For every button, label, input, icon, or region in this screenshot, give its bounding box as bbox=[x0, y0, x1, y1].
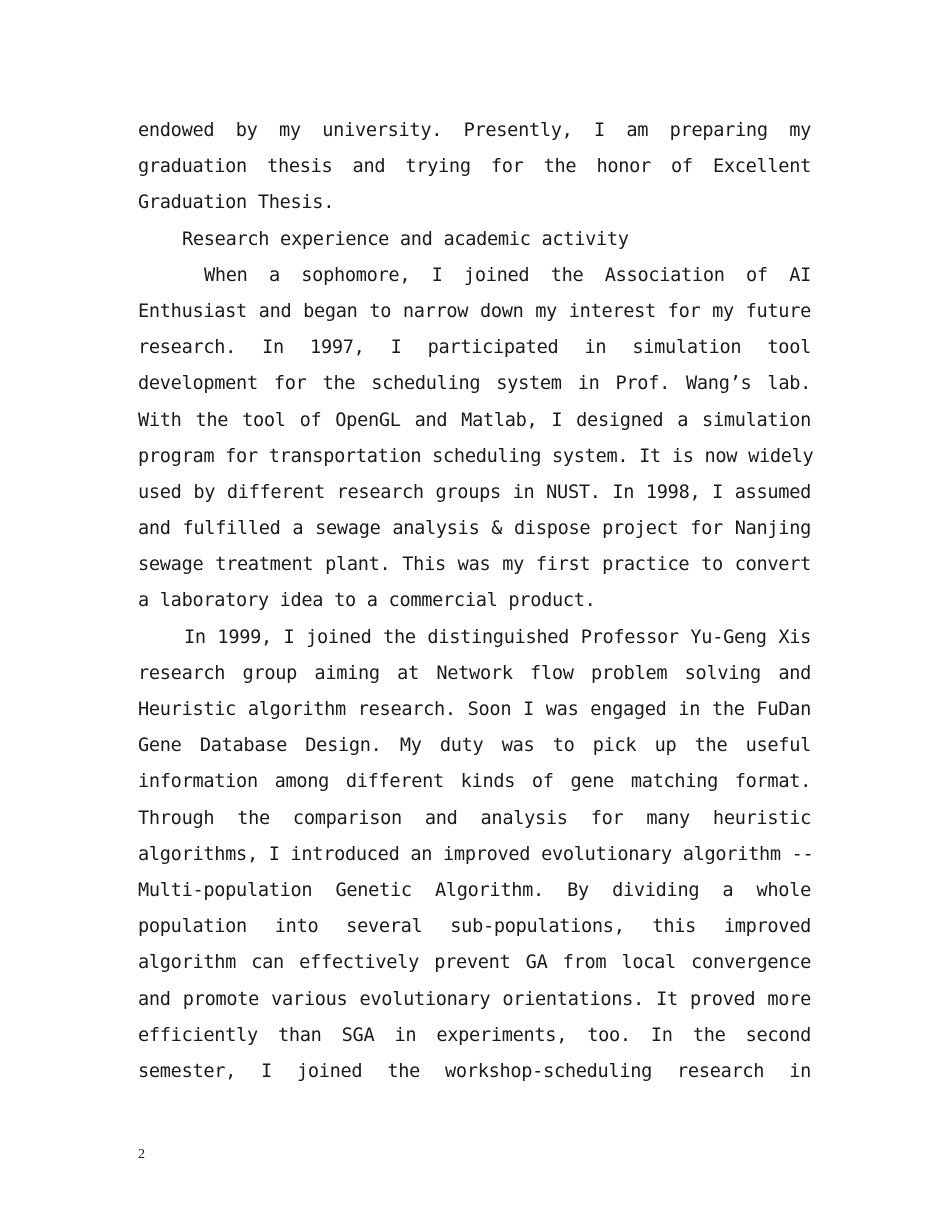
text-line: Heuristic algorithm research. Soon I was engaged in the FuDan bbox=[138, 699, 811, 720]
text-line: efficiently than SGA in experiments, too. In the second bbox=[138, 1024, 811, 1046]
text-line: Enthusiast and began to narrow down my interest for my future bbox=[138, 300, 811, 322]
text-line: graduation thesis and trying for the honor of Excellent bbox=[138, 156, 811, 178]
text-line: sewage treatment plant. This was my first practice to convert bbox=[138, 554, 811, 576]
text-line: development for the scheduling system in Prof. Wang’s lab. bbox=[138, 373, 811, 395]
text-line: and fulfilled a sewage analysis & dispose project for Nanjing bbox=[138, 518, 811, 540]
text-line: semester, I joined the workshop-scheduling research in bbox=[138, 1060, 811, 1082]
text-line: and promote various evolutionary orientations. It proved more bbox=[138, 988, 811, 1010]
text-line: algorithm can effectively prevent GA from local convergence bbox=[138, 952, 811, 974]
text-line: research group aiming at Network flow problem solving and bbox=[138, 662, 811, 684]
text-line: algorithms, I introduced an improved evolutionary algorithm -- bbox=[138, 843, 814, 865]
text-line: In 1999, I joined the distinguished Professor Yu-Geng Xis bbox=[184, 626, 811, 648]
text-line: information among different kinds of gene matching format. bbox=[138, 771, 811, 793]
text-line: With the tool of OpenGL and Matlab, I designed a simulation bbox=[138, 409, 811, 431]
body-text bbox=[138, 113, 814, 1090]
text-line: endowed by my university. Presently, I am preparing my bbox=[138, 120, 811, 141]
text-line: used by different research groups in NUST. In 1998, I assumed bbox=[138, 481, 811, 503]
section-heading: Research experience and academic activity bbox=[182, 228, 629, 250]
text-line: a laboratory idea to a commercial product. bbox=[138, 590, 596, 612]
text-line: Through the comparison and analysis for many heuristic bbox=[138, 807, 811, 829]
text-line: program for transportation scheduling system. It is now widely bbox=[138, 445, 814, 467]
text-line: When a sophomore, I joined the Association of AI bbox=[204, 264, 811, 286]
page-number: 2 bbox=[138, 1147, 145, 1162]
text-line: population into several sub-populations, this improved bbox=[138, 916, 811, 938]
text-line: Multi-population Genetic Algorithm. By dividing a whole bbox=[138, 879, 811, 901]
text-line: research. In 1997, I participated in simulation tool bbox=[138, 337, 811, 359]
text-line: Gene Database Design. My duty was to pick up the useful bbox=[138, 735, 811, 757]
text-line: Graduation Thesis. bbox=[138, 192, 335, 214]
